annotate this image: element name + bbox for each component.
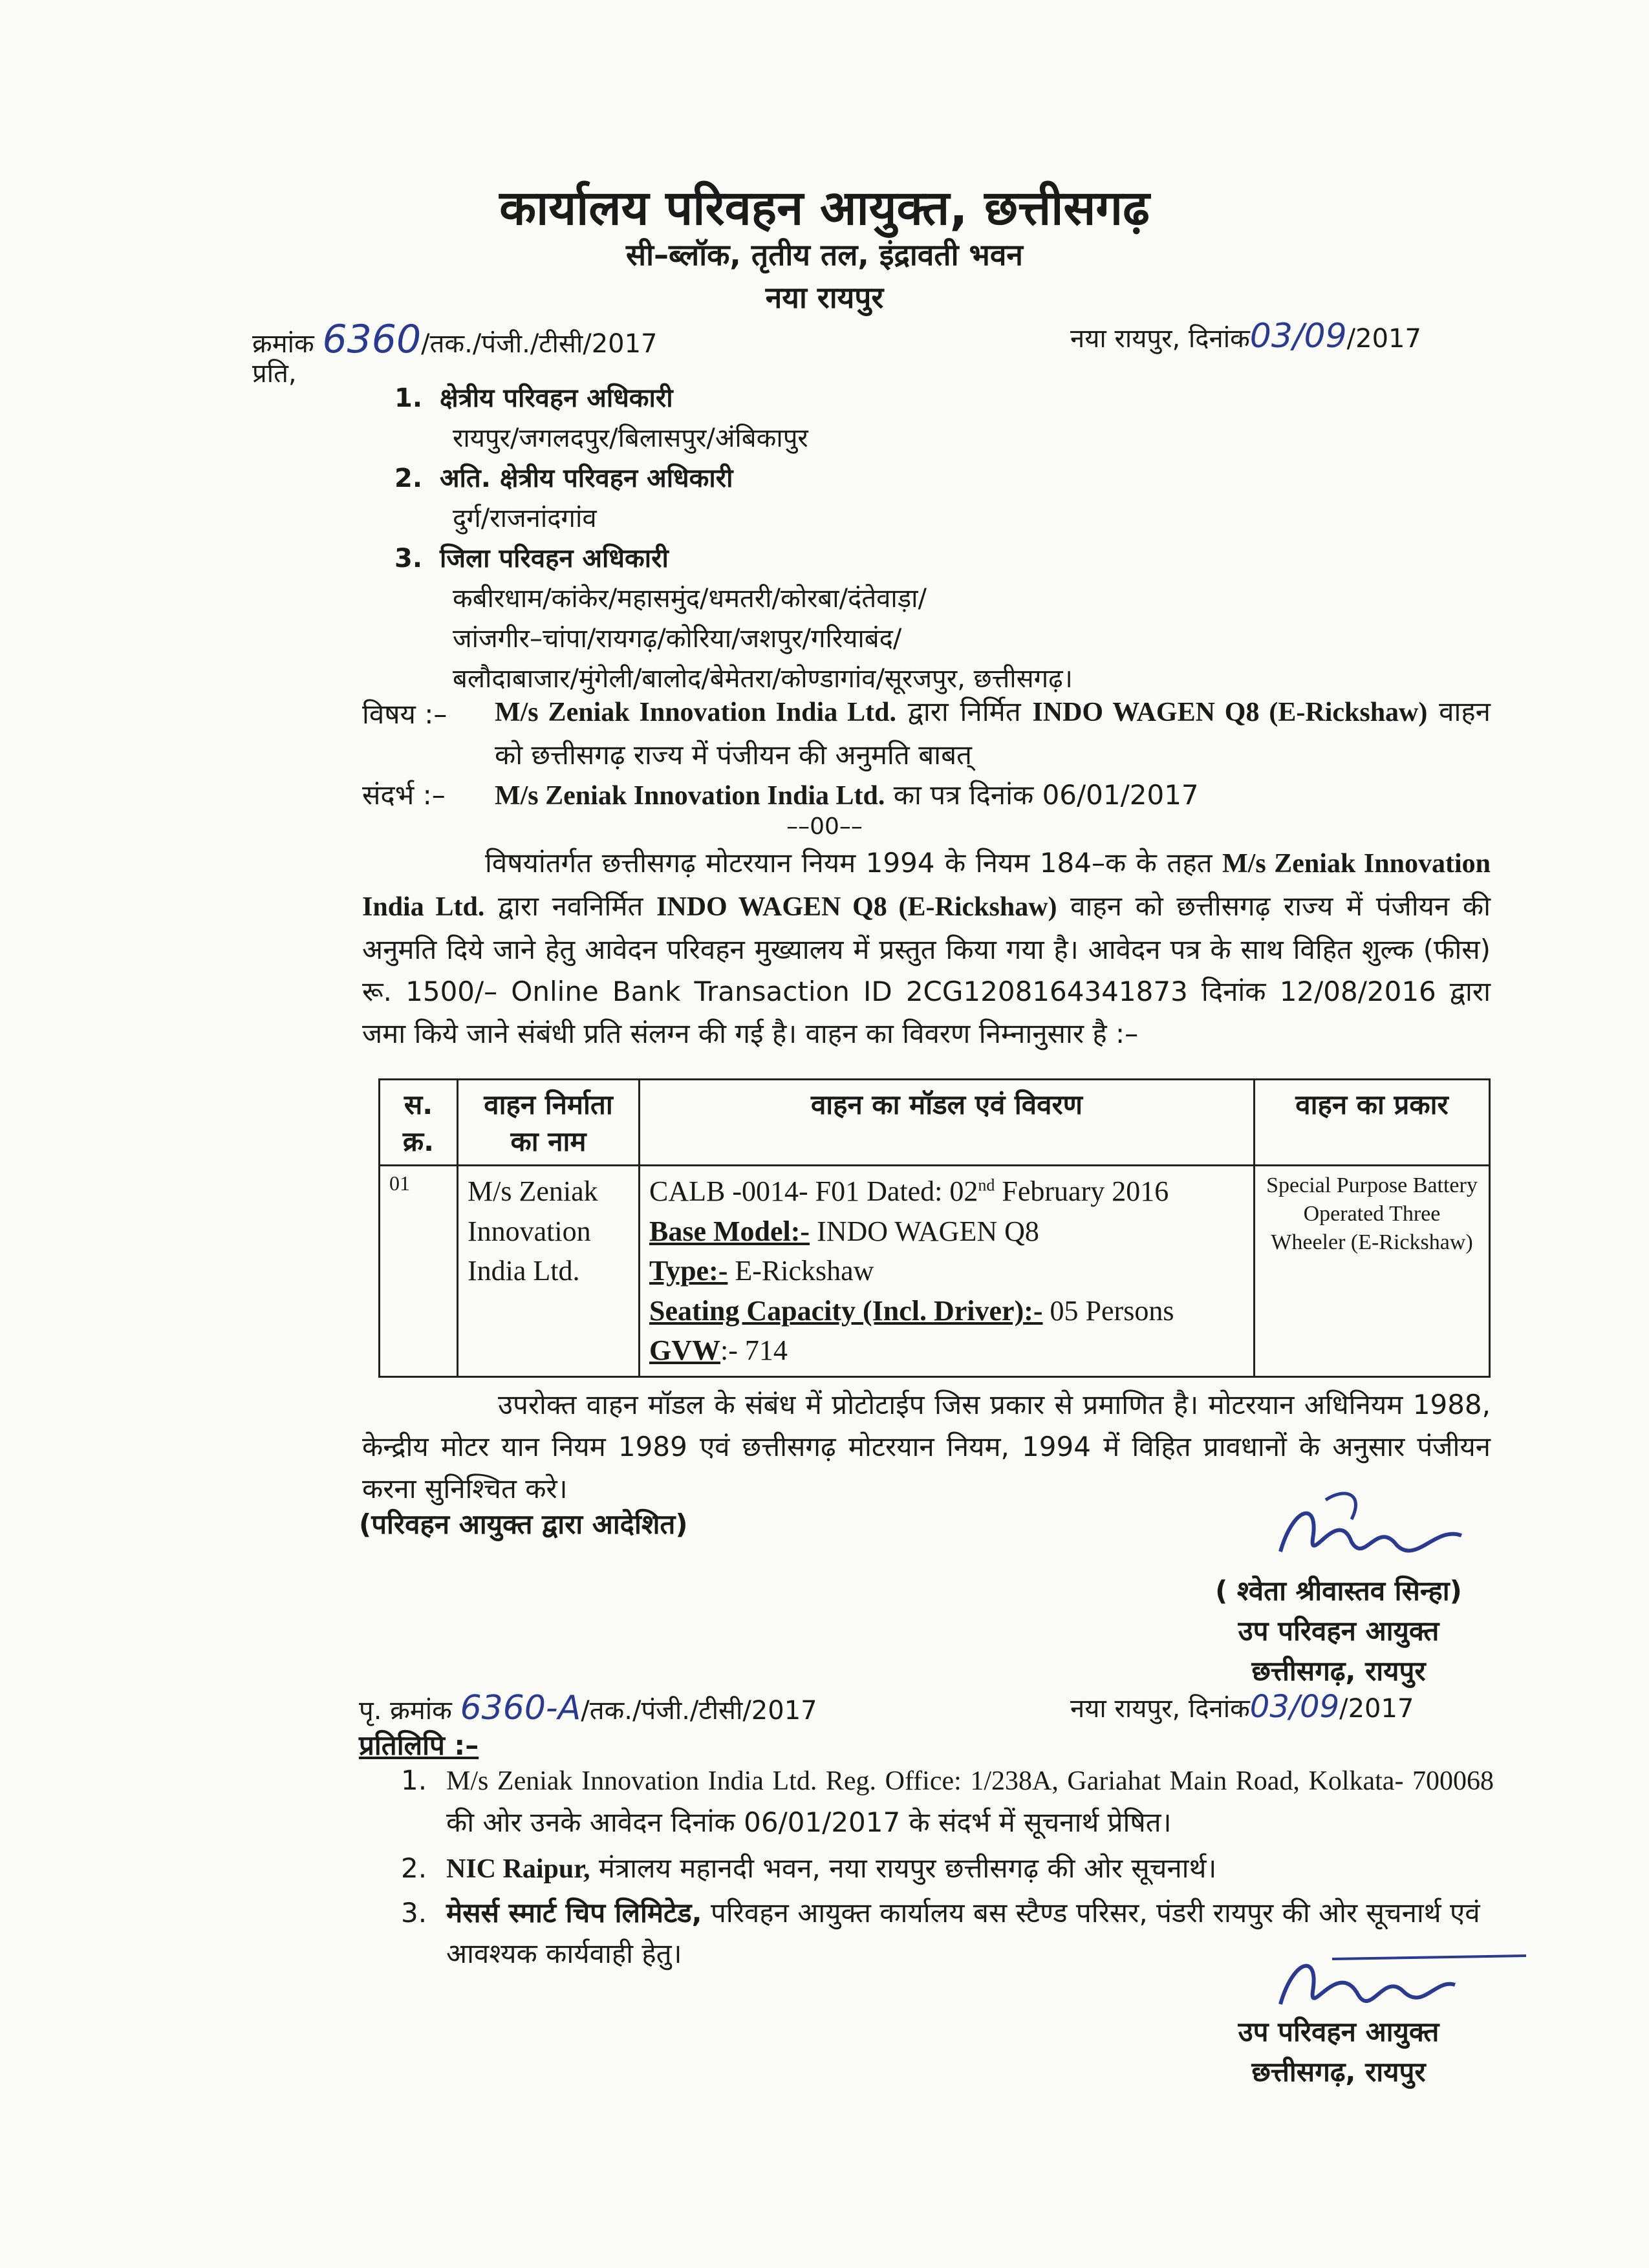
endorsement-place: छत्तीसगढ़, रायपुर bbox=[1251, 2056, 1426, 2088]
endorsement-label: पृ. क्रमांक bbox=[359, 1696, 452, 1726]
type-value: E-Rickshaw bbox=[727, 1255, 874, 1287]
endorsement-signatory-block bbox=[1170, 2012, 1507, 2092]
col-header-sno: स. क्र. bbox=[380, 1080, 458, 1166]
copy-item-number: 2. bbox=[401, 1852, 427, 1884]
body-text-part: विषयांतर्गत छत्तीसगढ़ मोटरयान नियम 1994 के नियम 184–क के तहत bbox=[485, 847, 1223, 879]
copy-item-bold: मेसर्स स्मार्ट चिप लिमिटेड, bbox=[446, 1897, 702, 1929]
signatory-designation: उप परिवहन आयुक्त bbox=[1238, 1615, 1439, 1647]
endorsement-handwritten-number: 6360-A bbox=[460, 1689, 581, 1728]
signatory-place: छत्तीसगढ़, रायपुर bbox=[1251, 1655, 1426, 1687]
reference-text bbox=[495, 776, 1199, 813]
endorsement-designation: उप परिवहन आयुक्त bbox=[1238, 2016, 1439, 2048]
subject-text-part: वाहन को छत्तीसगढ़ राज्य में पंजीयन की अनुमति बाबत् bbox=[495, 696, 1491, 771]
ref-handwritten-date: 03/09 bbox=[1249, 317, 1347, 356]
endorsement-year: /2017 bbox=[1339, 1694, 1414, 1724]
type-label: Type:- bbox=[649, 1255, 728, 1287]
copy-label: प्रतिलिपि :– bbox=[359, 1729, 479, 1761]
closing-paragraph: उपरोक्त वाहन मॉडल के संबंध में प्रोटोटाईप जिस प्रकार से प्रमाणित है। मोटरयान अधिनियम 1988, केन्द्रीय मोटर यान नियम 1989 एवं छत्तीसगढ़ मोटरयान नियम, 1994 में विहित प्रावधानों के अनुसार पंजीयन करना सुनिश्चित करे। bbox=[362, 1389, 1491, 1505]
recipient-number: 2. bbox=[394, 464, 423, 493]
signature-mark bbox=[1267, 1940, 1539, 2024]
recipient-number: 1. bbox=[394, 383, 423, 413]
copy-item-number: 3. bbox=[401, 1897, 427, 1929]
cell-sno: 01 bbox=[380, 1166, 458, 1377]
copy-item-number: 1. bbox=[401, 1764, 427, 1796]
cell-vehicle-type: Special Purpose Battery Operated Three Wheeler (E-Rickshaw) bbox=[1255, 1166, 1490, 1377]
endorsement-suffix: /तक./पंजी./टीसी/2017 bbox=[581, 1696, 817, 1726]
recipient-title: जिला परिवहन अधिकारी bbox=[440, 544, 669, 573]
subject-company: M/s Zeniak Innovation India Ltd. bbox=[495, 698, 896, 727]
table-row bbox=[380, 1166, 1490, 1377]
body-model: INDO WAGEN Q8 (E-Rickshaw) bbox=[656, 892, 1057, 923]
body-paragraph bbox=[362, 842, 1491, 1054]
ref-label: क्रमांक bbox=[252, 329, 314, 359]
ref-date-line bbox=[1070, 317, 1421, 356]
copy-item bbox=[401, 1760, 1494, 1843]
separator: ––00–– bbox=[786, 813, 863, 840]
copy-item-hi: की ओर उनके आवेदन दिनांक 06/01/2017 के संदर्भ में सूचनार्थ प्रेषित। bbox=[446, 1806, 1172, 1838]
recipient-item bbox=[394, 539, 1073, 699]
ref-date-label: नया रायपुर, दिनांक bbox=[1070, 324, 1250, 354]
seating-line bbox=[649, 1291, 1244, 1331]
base-model-line bbox=[649, 1212, 1244, 1252]
certificate-text: February 2016 bbox=[995, 1175, 1169, 1207]
endorsement-date-label: नया रायपुर, दिनांक bbox=[1070, 1694, 1250, 1724]
vehicle-details-table bbox=[378, 1078, 1491, 1378]
body-company: M/s Zeniak Innovation India Ltd. bbox=[362, 849, 1491, 923]
gvw-line bbox=[649, 1331, 1244, 1371]
recipient-item bbox=[394, 458, 1073, 539]
recipient-number: 3. bbox=[394, 544, 423, 573]
recipient-title: क्षेत्रीय परिवहन अधिकारी bbox=[440, 383, 673, 413]
seating-label: Seating Capacity (Incl. Driver):- bbox=[649, 1294, 1043, 1327]
copy-item bbox=[401, 1848, 1494, 1890]
copy-item-text bbox=[446, 1760, 1494, 1843]
recipient-places: कबीरधाम/कांकेर/महासमुंद/धमतरी/कोरबा/दंतेवाड़ा/ bbox=[453, 584, 927, 614]
recipients-list bbox=[394, 378, 1073, 699]
cell-maker: M/s Zeniak Innovation India Ltd. bbox=[458, 1166, 640, 1377]
recipient-title: अति. क्षेत्रीय परिवहन अधिकारी bbox=[440, 464, 733, 493]
signature-mark bbox=[1267, 1481, 1481, 1578]
certificate-sup: nd bbox=[978, 1175, 995, 1195]
endorsement-date-line bbox=[1070, 1689, 1414, 1725]
ref-suffix: /तक./पंजी./टीसी/2017 bbox=[421, 329, 658, 359]
copy-item-bold: NIC Raipur, bbox=[446, 1854, 590, 1884]
copy-item-hi: परिवहन आयुक्त कार्यालय बस स्टैण्ड परिसर, पंडरी रायपुर की ओर सूचनार्थ एवं आवश्यक कार्यवाही हेतु। bbox=[446, 1897, 1480, 1969]
office-title: कार्यालय परिवहन आयुक्त, छत्तीसगढ़ bbox=[499, 180, 1150, 236]
office-address-line2: नया रायपुर bbox=[765, 280, 884, 315]
signatory-block bbox=[1170, 1571, 1507, 1691]
certificate-line bbox=[649, 1171, 1244, 1212]
office-address-line1: सी–ब्लॉक, तृतीय तल, इंद्रावती भवन bbox=[626, 237, 1023, 272]
recipient-places: बलौदाबाजार/मुंगेली/बालोद/बेमेतरा/कोण्डागांव/सूरजपुर, छत्तीसगढ़। bbox=[453, 664, 1073, 694]
body-text-part: वाहन को छत्तीसगढ़ राज्य में पंजीयन की अनुमति दिये जाने हेतु आवेदन परिवहन मुख्यालय में प्रस्तुत किया गया है। आवेदन पत्र के साथ विहित शुल्क (फीस) रू. 1500/– Online Bank Transaction ID 2CG1208164341873 दिनांक 12/08/2016 द्वारा जमा किये जाने संबंधी प्रति संलग्न की गई है। वाहन का विवरण निम्नानुसार है :– bbox=[362, 890, 1491, 1050]
copy-item-en: M/s Zeniak Innovation India Ltd. Reg. Office: 1/238A, Gariahat Main Road, Kolkata- 700068 bbox=[446, 1766, 1494, 1796]
ref-number-line bbox=[252, 317, 658, 362]
seating-value: 05 Persons bbox=[1042, 1294, 1174, 1327]
cell-model-details bbox=[640, 1166, 1255, 1377]
subject-label: विषय :– bbox=[362, 698, 447, 730]
reference-detail: का पत्र दिनांक 06/01/2017 bbox=[885, 779, 1199, 811]
base-model-label: Base Model:- bbox=[649, 1215, 810, 1247]
body-text-part: द्वारा नवनिर्मित bbox=[484, 890, 657, 923]
copy-item-text bbox=[446, 1848, 1494, 1890]
signatory-name: ( श्वेता श्रीवास्तव सिन्हा) bbox=[1215, 1575, 1462, 1607]
recipient-places: रायपुर/जगलदपुर/बिलासपुर/अंबिकापुर bbox=[453, 423, 808, 453]
subject-model: INDO WAGEN Q8 (E-Rickshaw) bbox=[1032, 698, 1428, 727]
ref-year: /2017 bbox=[1346, 324, 1421, 354]
col-header-type: वाहन का प्रकार bbox=[1255, 1080, 1490, 1166]
reference-label: संदर्भ :– bbox=[362, 779, 446, 811]
endorsement-number-line bbox=[359, 1689, 817, 1728]
certificate-text: CALB -0014- F01 Dated: 02 bbox=[649, 1175, 978, 1207]
gvw-value: :- 714 bbox=[720, 1334, 788, 1367]
gvw-label: GVW bbox=[649, 1334, 720, 1367]
type-line bbox=[649, 1251, 1244, 1291]
to-label: प्रति, bbox=[252, 359, 297, 389]
base-model-value: INDO WAGEN Q8 bbox=[810, 1215, 1039, 1247]
recipient-places: दुर्ग/राजनांदगांव bbox=[453, 504, 597, 533]
reference-company: M/s Zeniak Innovation India Ltd. bbox=[495, 781, 885, 811]
recipient-places: जांजगीर–चांपा/रायगढ़/कोरिया/जशपुर/गरियाबंद/ bbox=[453, 624, 902, 654]
subject-text-part: द्वारा निर्मित bbox=[896, 696, 1033, 727]
order-line: (परिवहन आयुक्त द्वारा आदेशित) bbox=[359, 1508, 688, 1540]
table-header-row bbox=[380, 1080, 1490, 1166]
subject-text bbox=[495, 690, 1491, 776]
ref-handwritten-number: 6360 bbox=[322, 317, 422, 362]
copy-item-hi: मंत्रालय महानदी भवन, नया रायपुर छत्तीसगढ़ की ओर सूचनार्थ। bbox=[590, 1852, 1217, 1884]
endorsement-handwritten-date: 03/09 bbox=[1249, 1689, 1340, 1725]
col-header-maker: वाहन निर्माता का नाम bbox=[458, 1080, 640, 1166]
col-header-model: वाहन का मॉडल एवं विवरण bbox=[640, 1080, 1255, 1166]
recipient-item bbox=[394, 378, 1073, 458]
